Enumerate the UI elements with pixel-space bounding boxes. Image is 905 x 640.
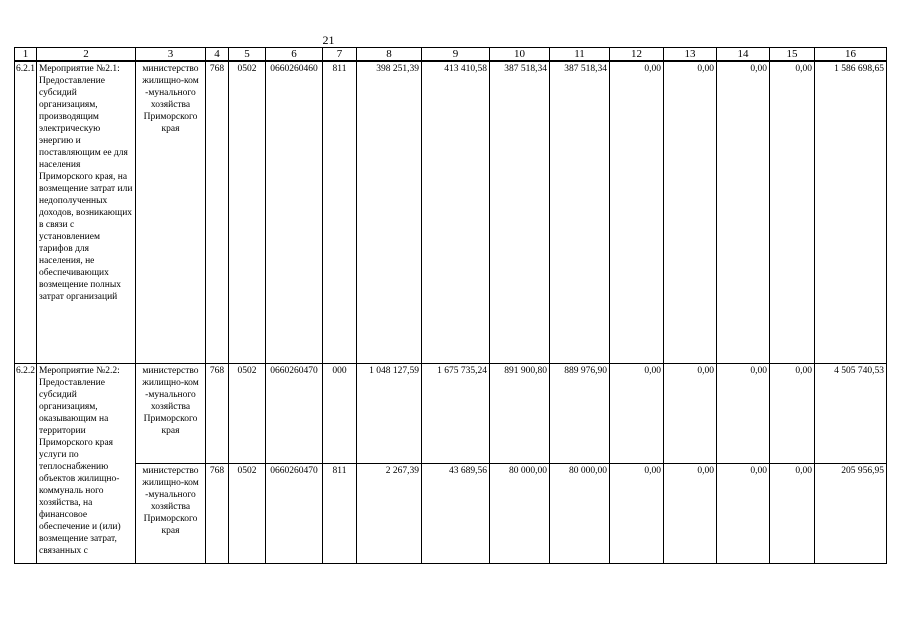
cell-c15: 0,00 [770,363,815,463]
executor-cell: министерство жилищно-ком -мунального хозяйства Приморского края [136,463,206,563]
measure-name: Мероприятие №2.1: Предоставление субсидий организациям, производящим электрическую энергию и поставляющим ее для населения Приморского края, на возмещение затрат или недополученных доходов, возникающих в связи с установлением тарифов для населения, не обеспечивающих возмещение полных затрат организаций [37,61,136,363]
cell-c7: 811 [323,463,357,563]
column-header: 15 [770,48,815,62]
cell-c10: 891 900,80 [490,363,550,463]
cell-c10: 387 518,34 [490,61,550,363]
cell-c5: 0502 [229,363,266,463]
cell-c6: 0660260470 [266,463,323,563]
cell-c7: 811 [323,61,357,363]
cell-c13: 0,00 [664,61,717,363]
cell-c12: 0,00 [610,61,664,363]
cell-c5: 0502 [229,463,266,563]
column-header: 12 [610,48,664,62]
cell-c9: 413 410,58 [422,61,490,363]
cell-c4: 768 [206,61,229,363]
cell-c15: 0,00 [770,463,815,563]
cell-c14: 0,00 [717,61,770,363]
cell-c4: 768 [206,363,229,463]
cell-c6: 0660260470 [266,363,323,463]
column-header: 10 [490,48,550,62]
row-number: 6.2.1 [15,61,37,363]
cell-c11: 80 000,00 [550,463,610,563]
cell-c14: 0,00 [717,363,770,463]
budget-table [14,47,887,564]
cell-c13: 0,00 [664,363,717,463]
column-header: 2 [37,48,136,62]
column-header: 6 [266,48,323,62]
table-row [15,363,887,463]
column-number-row [15,48,887,62]
cell-c8: 1 048 127,59 [357,363,422,463]
column-header: 7 [323,48,357,62]
cell-c16: 4 505 740,53 [815,363,887,463]
cell-c16: 205 956,95 [815,463,887,563]
cell-c9: 43 689,56 [422,463,490,563]
cell-c8: 2 267,39 [357,463,422,563]
cell-c12: 0,00 [610,363,664,463]
column-header: 14 [717,48,770,62]
cell-c9: 1 675 735,24 [422,363,490,463]
cell-c15: 0,00 [770,61,815,363]
column-header: 3 [136,48,206,62]
column-header: 5 [229,48,266,62]
cell-c11: 387 518,34 [550,61,610,363]
column-header: 8 [357,48,422,62]
cell-c13: 0,00 [664,463,717,563]
column-header: 1 [15,48,37,62]
table-row [15,61,887,363]
table-row [15,463,887,563]
cell-c5: 0502 [229,61,266,363]
executor-cell: министерство жилищно-ком -мунального хозяйства Приморского края [136,61,206,363]
cell-c14: 0,00 [717,463,770,563]
page-number: 21 [322,33,335,47]
executor-cell: министерство жилищно-ком -мунального хозяйства Приморского края [136,363,206,463]
cell-c16: 1 586 698,65 [815,61,887,363]
column-header: 11 [550,48,610,62]
cell-c8: 398 251,39 [357,61,422,363]
column-header: 4 [206,48,229,62]
cell-c4: 768 [206,463,229,563]
column-header: 9 [422,48,490,62]
cell-c11: 889 976,90 [550,363,610,463]
cell-c10: 80 000,00 [490,463,550,563]
column-header: 13 [664,48,717,62]
row-number: 6.2.2 [15,363,37,563]
cell-c6: 0660260460 [266,61,323,363]
column-header: 16 [815,48,887,62]
cell-c12: 0,00 [610,463,664,563]
cell-c7: 000 [323,363,357,463]
measure-name: Мероприятие №2.2: Предоставление субсидий организациям, оказывающим на территории Приморского края услуги по теплоснабжению объектов жилищно-коммуналь ного хозяйства, на финансовое обеспечение и (или) возмещение затрат, связанных с [37,363,136,563]
